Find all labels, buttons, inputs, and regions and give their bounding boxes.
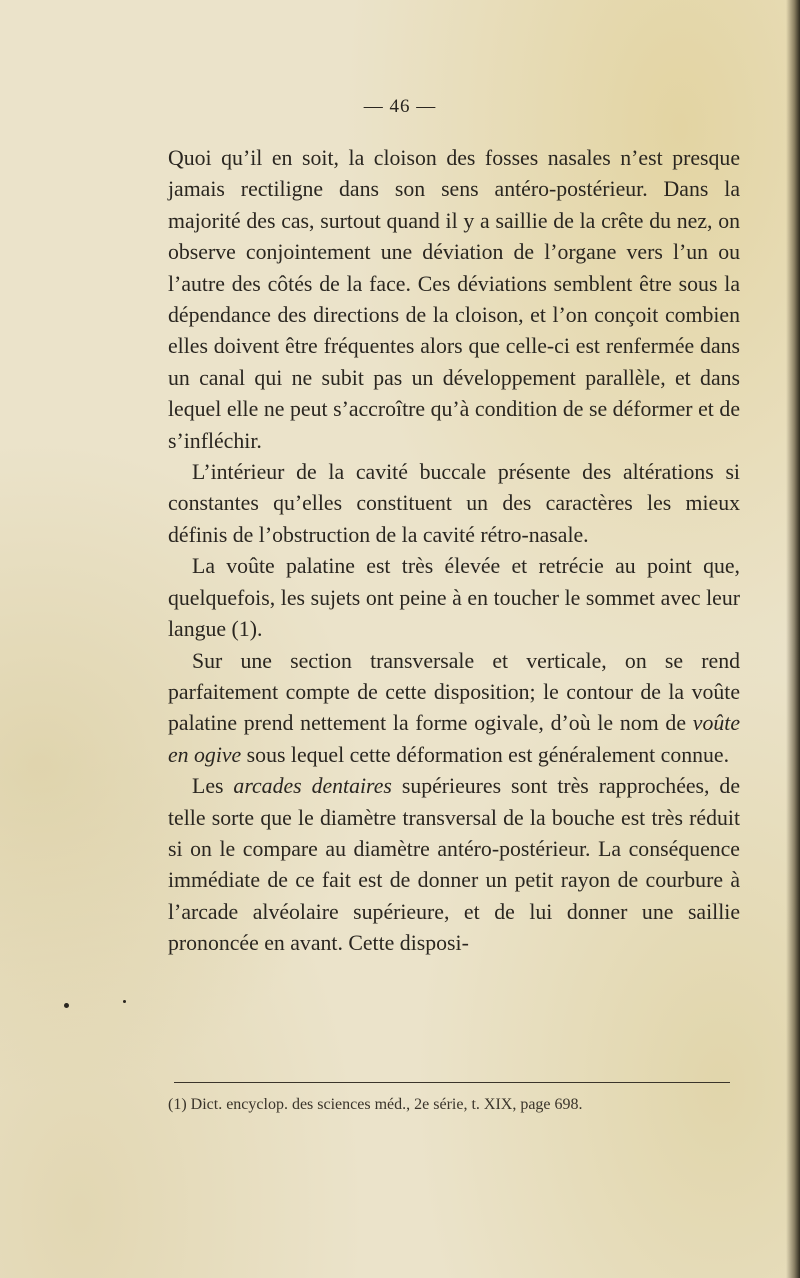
- ink-spot: [123, 1000, 126, 1003]
- paragraph-5: [168, 771, 740, 959]
- footnote: (1) Dict. encyclop. des sciences méd., 2e série, t. XIX, page 698.: [168, 1096, 583, 1113]
- paragraph-1: Quoi qu’il en soit, la cloison des fosses nasales n’est presque jamais rectiligne dans son sens antéro-postérieur. Dans la majorité des cas, surtout quand il y a saillie de la crête du nez, on observe conjointement une déviation de l’organe vers l’un ou l’autre des côtés de la face. Ces déviations semblent être sous la dépendance des directions de la cloison, et l’on conçoit combien elles doivent être fréquentes alors que celle-ci est renfermée dans un canal qui ne subit pas un développement parallèle, et dans lequel elle ne peut s’accroître qu’à condition de se déformer et de s’infléchir.: [168, 146, 740, 453]
- paragraph-3: La voûte palatine est très élevée et retrécie au point que, quelquefois, les sujets ont peine à en toucher le sommet avec leur langue (1).: [168, 554, 740, 642]
- page-number: — 46 —: [363, 96, 437, 117]
- italic-term-voute-en-ogive: voûte en ogive: [168, 711, 740, 767]
- paragraph-4-text-before: Sur une section transversale et verticale, on se rend parfaitement compte de cette disposition; le contour de la voûte palatine prend nettement la forme ogivale, d’où le nom de: [168, 648, 740, 736]
- paragraph-5-text-after: supérieures sont très rapprochées, de telle sorte que le diamètre transversal de la bouche est très réduit si on le compare au diamètre antéro-postérieur. La conséquence immédiate de ce fait est de donner un petit rayon de courbure à l’arcade alvéolaire supérieure, et de lui donner une saillie prononcée en avant. Cette disposi-: [168, 774, 741, 956]
- body-text: [168, 143, 740, 960]
- paragraph-5-text-before: Les: [192, 774, 234, 799]
- paragraph-2: L’intérieur de la cavité buccale présente des altérations si constantes qu’elles constituent un des caractères les mieux définis de l’obstruction de la cavité rétro-nasale.: [168, 460, 740, 547]
- paragraph-4-text-after: sous lequel cette déformation est généralement connue.: [241, 742, 730, 767]
- paragraph-4: [168, 646, 740, 772]
- italic-term-arcades-dentaires: arcades dentaires: [233, 774, 392, 799]
- ink-spot: [64, 1003, 69, 1008]
- footnote-separator: [174, 1082, 730, 1083]
- page-edge-shadow: [786, 0, 800, 1278]
